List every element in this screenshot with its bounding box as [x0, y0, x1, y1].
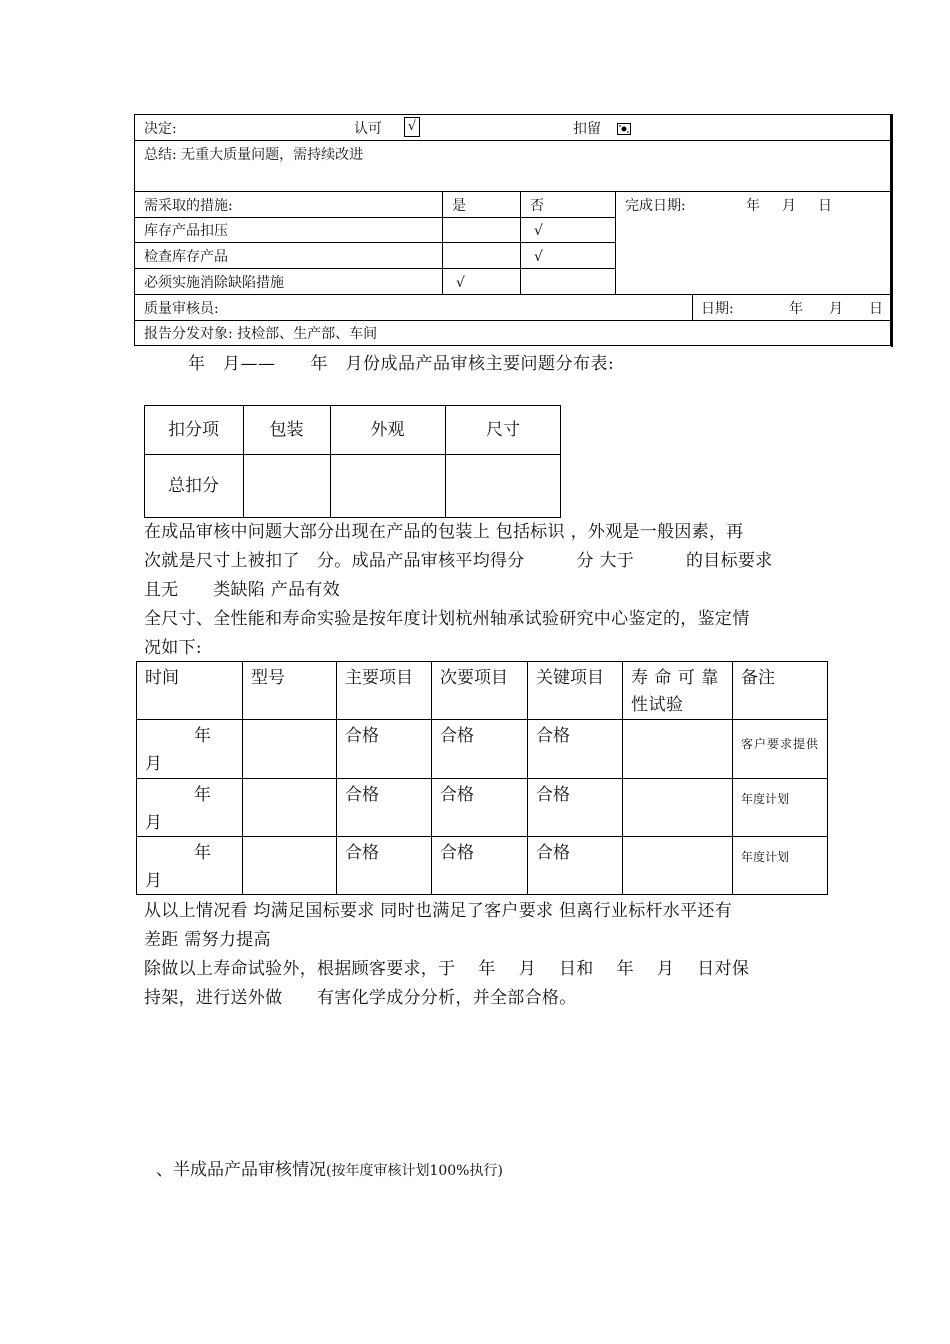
- distribution-text: 报告分发对象: 技检部、生产部、车间: [144, 326, 378, 342]
- test-time-month: 月: [145, 813, 162, 833]
- measure-yes: √: [456, 275, 465, 291]
- test-header-life: 寿 命 可 靠 性试验: [631, 668, 719, 715]
- text-line: 且无 类缺陷 产品有效: [144, 580, 341, 600]
- row-divider: [136, 719, 828, 720]
- test-note: 年度计划: [741, 792, 790, 806]
- section2-title-prefix: 、半成品产品审核情况: [156, 1160, 326, 1180]
- test-header-major: 主要项目: [345, 668, 413, 688]
- summary-text: 总结: 无重大质量问题，需持续改进: [144, 147, 364, 163]
- col-divider: [431, 661, 432, 895]
- test-time-year: 年: [194, 785, 211, 805]
- date-label: 日期:: [701, 301, 734, 317]
- paragraph-audit-summary: [144, 518, 773, 605]
- section-title: 年 月—— 年 月份成品产品审核主要问题分布表:: [188, 354, 615, 374]
- measure-label: 必须实施消除缺陷措施: [144, 275, 284, 291]
- completion-date-label: 完成日期:: [625, 198, 686, 214]
- date-units: 年 月 日: [789, 301, 889, 317]
- row-divider: [134, 140, 891, 141]
- paragraph-conclusion: [144, 897, 732, 955]
- test-minor: 合格: [440, 785, 474, 805]
- test-time-month: 月: [145, 754, 162, 774]
- text-line: 次就是尺寸上被扣了 分。成品产品审核平均得分 分 大于 的目标要求: [144, 551, 773, 571]
- text-line: 从以上情况看 均满足国标要求 同时也满足了客户要求 但离行业标杆水平还有: [144, 901, 733, 921]
- test-header-note: 备注: [741, 668, 775, 688]
- text-line: 况如下:: [144, 638, 202, 658]
- row-divider: [136, 836, 828, 837]
- measure-label: 检查库存产品: [144, 249, 228, 265]
- test-header-minor: 次要项目: [440, 668, 508, 688]
- test-key: 合格: [536, 843, 570, 863]
- test-note: 客户要求提供: [741, 737, 820, 751]
- text-line: 持架，进行送外做 有害化学成分分析，并全部合格。: [144, 988, 577, 1008]
- deduction-row-label: 总扣分: [168, 476, 219, 496]
- text-line: 在成品审核中问题大部分出现在产品的包装上 包括标识 ，外观是一般因素，再: [144, 522, 744, 542]
- test-key: 合格: [536, 785, 570, 805]
- row-divider: [144, 454, 561, 455]
- section2-title-suffix: (按年度审核计划100%执行): [326, 1163, 503, 1179]
- test-major: 合格: [345, 843, 379, 863]
- no-header: 否: [530, 198, 544, 214]
- measure-no: √: [534, 249, 543, 265]
- decision-label: 决定:: [144, 121, 177, 137]
- hold-label: 扣留: [573, 121, 601, 137]
- col-divider: [336, 661, 337, 895]
- section2-title: [156, 1159, 503, 1182]
- approve-label: 认可: [354, 121, 382, 137]
- test-major: 合格: [345, 726, 379, 746]
- col-divider: [615, 191, 616, 294]
- col-divider: [242, 661, 243, 895]
- row-divider: [134, 191, 891, 192]
- measure-label: 库存产品扣压: [144, 223, 228, 239]
- col-divider: [692, 294, 693, 320]
- test-header-time: 时间: [145, 668, 179, 688]
- test-minor: 合格: [440, 843, 474, 863]
- row-divider: [134, 320, 891, 321]
- paragraph-test-intro: [144, 605, 750, 663]
- test-time-year: 年: [194, 843, 211, 863]
- yes-header: 是: [452, 198, 466, 214]
- text-line: 除做以上寿命试验外，根据顾客要求，于 年 月 日和 年 月 日对保: [144, 959, 750, 979]
- deduction-header: 包装: [269, 420, 304, 440]
- col-divider: [442, 191, 443, 294]
- test-major: 合格: [345, 785, 379, 805]
- col-divider: [527, 661, 528, 895]
- test-header-key: 关键项目: [536, 668, 604, 688]
- deduction-header: 扣分项: [168, 420, 219, 440]
- deduction-header: 尺寸: [486, 420, 520, 440]
- test-note: 年度计划: [741, 850, 790, 864]
- completion-date-units: 年 月 日: [746, 198, 836, 214]
- col-divider: [622, 661, 623, 895]
- col-divider: [520, 191, 521, 294]
- text-line: 全尺寸、全性能和寿命实验是按年度计划杭州轴承试验研究中心鉴定的，鉴定情: [144, 609, 750, 629]
- auditor-label: 质量审核员:: [144, 301, 219, 317]
- measures-header: 需采取的措施:: [144, 198, 233, 214]
- col-divider: [732, 661, 733, 895]
- row-divider: [136, 778, 828, 779]
- test-header-model: 型号: [251, 668, 285, 688]
- boxed-dot-icon[interactable]: [617, 123, 631, 135]
- text-line: 差距 需努力提高: [144, 930, 271, 950]
- test-minor: 合格: [440, 726, 474, 746]
- row-divider: [134, 217, 615, 218]
- approve-checkbox[interactable]: √: [404, 117, 420, 137]
- test-time-month: 月: [145, 871, 162, 891]
- row-divider: [134, 268, 615, 269]
- table-shadow-edge: [891, 114, 893, 347]
- paragraph-external-test: [144, 955, 749, 1013]
- row-divider: [134, 294, 891, 295]
- deduction-header: 外观: [370, 420, 405, 440]
- row-divider: [134, 242, 615, 243]
- test-time-year: 年: [194, 726, 211, 746]
- measure-no: √: [534, 223, 543, 239]
- test-key: 合格: [536, 726, 570, 746]
